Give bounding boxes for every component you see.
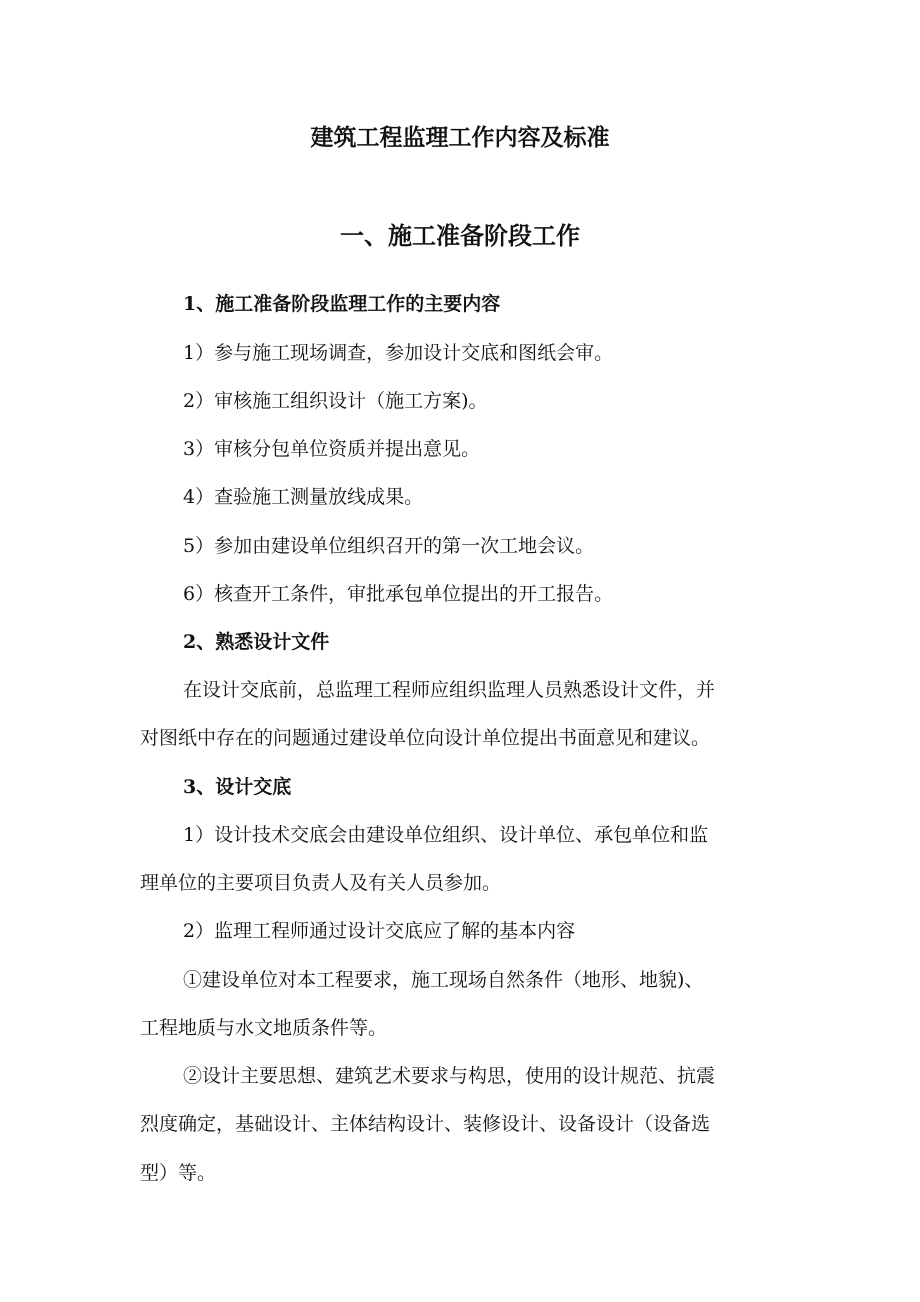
paragraph-line: 理单位的主要项目负责人及有关人员参加。 — [140, 872, 502, 894]
heading-2: 2、熟悉设计文件 — [183, 631, 330, 653]
paragraph-line: 1）设计技术交底会由建设单位组织、设计单位、承包单位和监 — [183, 824, 709, 846]
list-item: 5）参加由建设单位组织召开的第一次工地会议。 — [183, 535, 595, 557]
section-title: 一、施工准备阶段工作 — [340, 221, 580, 250]
list-item: 4）查验施工测量放线成果。 — [183, 486, 424, 508]
paragraph-line: ①建设单位对本工程要求，施工现场自然条件（地形、地貌)、 — [183, 969, 704, 991]
heading-1: 1、施工准备阶段监理工作的主要内容 — [183, 293, 501, 315]
paragraph-line: 烈度确定，基础设计、主体结构设计、装修设计、设备设计（设备选 — [140, 1113, 711, 1135]
paragraph-line: 对图纸中存在的问题通过建设单位向设计单位提出书面意见和建议。 — [140, 727, 711, 749]
paragraph-line: 在设计交底前，总监理工程师应组织监理人员熟悉设计文件，并 — [183, 679, 716, 701]
list-item: 2）审核施工组织设计（施工方案)。 — [183, 390, 488, 412]
paragraph-line: 2）监理工程师通过设计交底应了解的基本内容 — [183, 920, 576, 942]
list-item: 6）核查开工条件，审批承包单位提出的开工报告。 — [183, 583, 614, 605]
paragraph-line: 工程地质与水文地质条件等。 — [140, 1017, 388, 1039]
paragraph-line: ②设计主要思想、建筑艺术要求与构思，使用的设计规范、抗震 — [183, 1065, 716, 1087]
paragraph-line: 型）等。 — [140, 1162, 217, 1184]
document-title: 建筑工程监理工作内容及标准 — [310, 124, 610, 151]
list-item: 1）参与施工现场调查，参加设计交底和图纸会审。 — [183, 342, 614, 364]
list-item: 3）审核分包单位资质并提出意见。 — [183, 438, 481, 460]
heading-3: 3、设计交底 — [183, 776, 292, 798]
